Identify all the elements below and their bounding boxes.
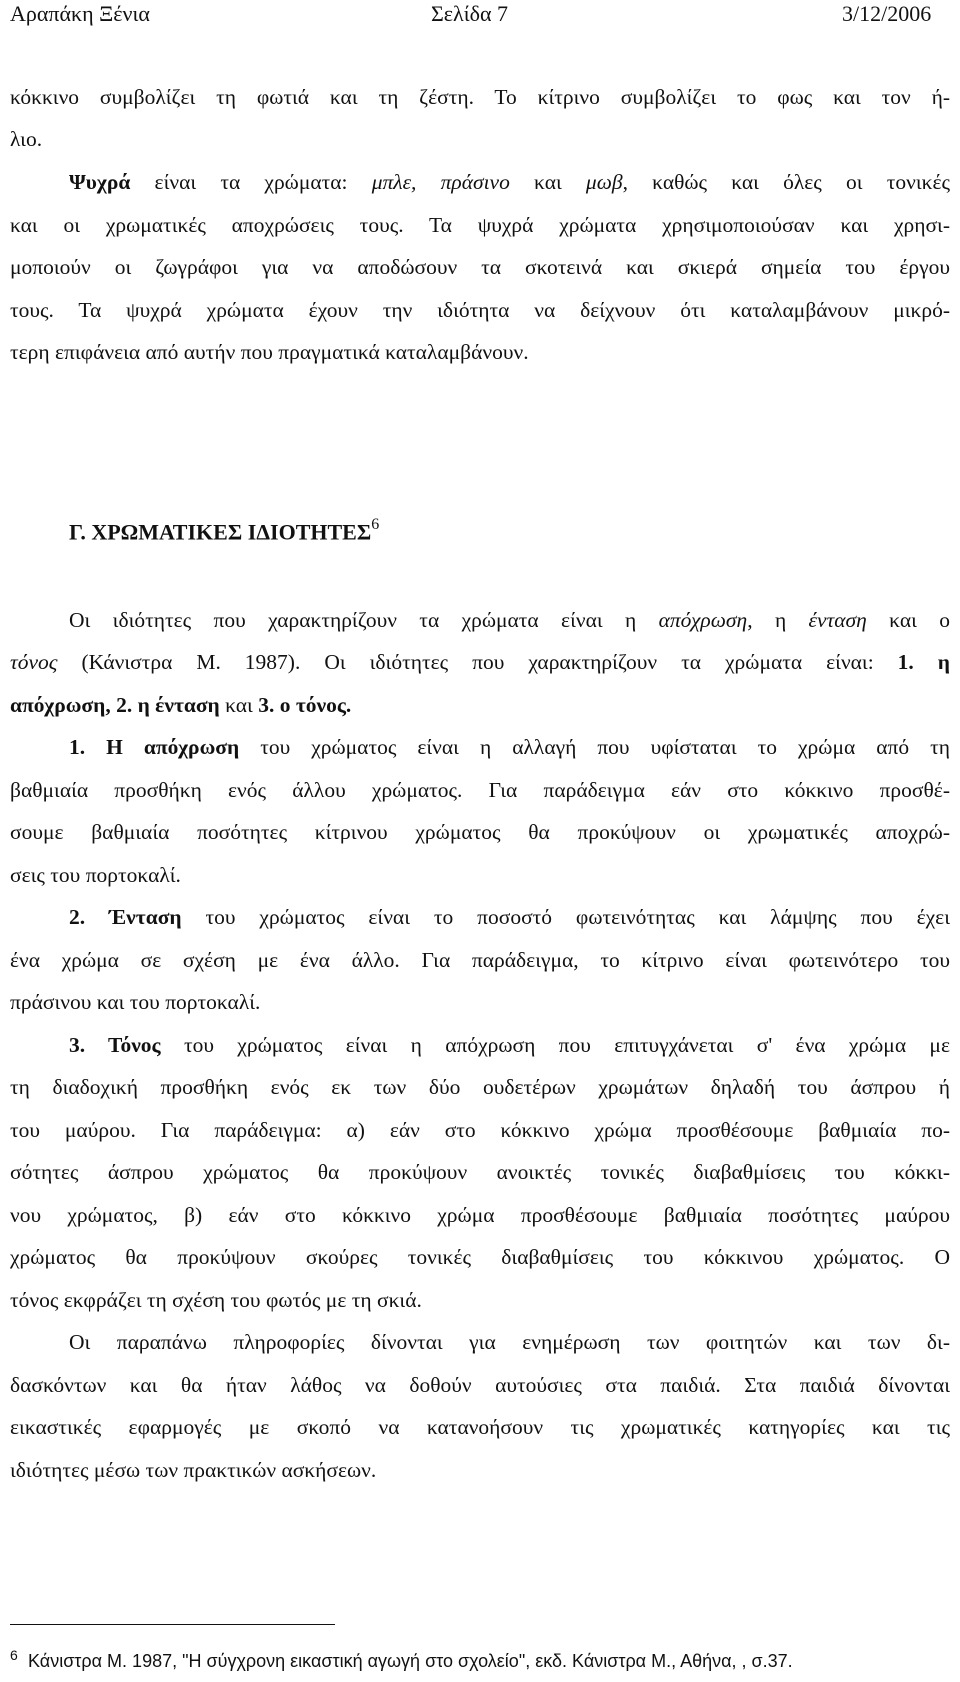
section-heading-text: Γ. ΧΡΩΜΑΤΙΚΕΣ ΙΔΙΟΤΗΤΕΣ — [69, 519, 372, 545]
footnote-separator — [10, 1624, 335, 1625]
header-author: Αραπάκη Ξένια — [10, 1, 150, 26]
p2-line-5: τερη επιφάνεια από αυτήν που πραγματικά καταλαμβάνουν. — [10, 340, 529, 364]
p5-text-1: του χρώματος είναι το ποσοστό φωτεινότητας και λάμψης που έχει — [181, 905, 950, 929]
p7-line-3: εικαστικές εφαρμογές με σκοπό να κατανοήσουν τις χρωματικές κατηγορίες και τις — [10, 1415, 950, 1439]
p4-line-1 — [69, 732, 950, 762]
p3-text-2: , η — [747, 608, 809, 632]
p6-line-7: τόνος εκφράζει τη σχέση του φωτός με τη σκιά. — [10, 1288, 422, 1312]
p7-line-1: Οι παραπάνω πληροφορίες δίνονται για ενημέρωση των φοιτητών και των δι- — [69, 1330, 950, 1354]
p3-text-4: (Κάνιστρα Μ. 1987). Οι ιδιότητες που χαρακτηρίζουν τα χρώματα είναι: — [57, 650, 898, 674]
header-page-number: Σελίδα 7 — [431, 1, 509, 26]
p2-color-2: μωβ — [585, 170, 623, 194]
term-tone-italic: τόνος — [10, 650, 58, 674]
tone-label: 3. Τόνος — [69, 1033, 161, 1057]
p3-bold-1: 1. η — [897, 650, 950, 674]
p2-line-4: τους. Τα ψυχρά χρώματα έχουν την ιδιότητα να δείχνουν ότι καταλαμβάνουν μικρό- — [10, 298, 950, 322]
p2-line-3: μοποιούν οι ζωγράφοι για να αποδώσουν τα σκοτεινά και σκιερά σημεία του έργου — [10, 255, 950, 279]
p4-line-3: σουμε βαθμιαία ποσότητες κίτρινου χρώματος θα προκύψουν οι χρωματικές αποχρώ- — [10, 820, 950, 844]
p6-line-6: χρώματος θα προκύψουν σκούρες τονικές διαβαθμίσεις του κόκκινου χρώματος. Ο — [10, 1245, 950, 1269]
footnote-text: Κάνιστρα Μ. 1987, "Η σύγχρονη εικαστική αγωγή στο σχολείο", εκδ. Κάνιστρα Μ., Αθήνα, , σ.37. — [28, 1651, 793, 1671]
section-heading — [69, 518, 379, 552]
p4-text-1: του χρώματος είναι η αλλαγή που υφίσταται το χρώμα από τη — [239, 735, 950, 759]
p2-text-2: και — [509, 170, 586, 194]
footnote — [10, 1647, 793, 1677]
p2-color-1: μπλε, πράσινο — [371, 170, 510, 194]
intensity-label: 2. Ένταση — [69, 905, 182, 929]
p2-text-3: , καθώς και όλες οι τονικές — [622, 170, 950, 194]
p5-line-1 — [69, 902, 950, 932]
term-intensity-italic: ένταση — [808, 608, 867, 632]
p3-text-1: Οι ιδιότητες που χαρακτηρίζουν τα χρώματα είναι η — [69, 608, 659, 632]
p3-bold-2: απόχρωση, 2. η ένταση — [10, 693, 220, 717]
heading-footnote-ref: 6 — [371, 516, 380, 533]
term-hue-italic: απόχρωση — [658, 608, 748, 632]
p7-line-2: δασκόντων και θα ήταν λάθος να δοθούν αυτούσιες στα παιδιά. Στα παιδιά δίνονται — [10, 1373, 950, 1397]
footnote-marker: 6 — [10, 1647, 18, 1663]
p6-line-2: τη διαδοχική προσθήκη ενός εκ των δύο ουδετέρων χρωμάτων δηλαδή του άσπρου ή — [10, 1075, 950, 1099]
p2-line-2: και οι χρωματικές αποχρώσεις τους. Τα ψυχρά χρώματα χρησιμοποιούσαν και χρησι- — [10, 213, 950, 237]
p7-line-4: ιδιότητες μέσω των πρακτικών ασκήσεων. — [10, 1458, 377, 1482]
p6-line-3: του μαύρου. Για παράδειγμα: α) εάν στο κόκκινο χρώμα προσθέσουμε βαθμιαία πο- — [10, 1118, 950, 1142]
p6-line-1 — [69, 1030, 950, 1060]
term-cold: Ψυχρά — [69, 170, 131, 194]
p3-bold-3: 3. ο τόνος. — [258, 693, 352, 717]
p3-line-2 — [10, 647, 950, 677]
p3-text-5: και — [219, 693, 259, 717]
p4-line-4: σεις του πορτοκαλί. — [10, 863, 181, 887]
p4-line-2: βαθμιαία προσθήκη ενός άλλου χρώματος. Για παράδειγμα εάν στο κόκκινο προσθέ- — [10, 778, 950, 802]
p3-text-3: και ο — [866, 608, 950, 632]
page-header — [0, 0, 960, 32]
p6-text-1: του χρώματος είναι η απόχρωση που επιτυγχάνεται σ' ένα χρώμα με — [160, 1033, 950, 1057]
p1-line-1: κόκκινο συμβολίζει τη φωτιά και τη ζέστη. Το κίτρινο συμβολίζει το φως και τον ή- — [10, 85, 950, 109]
header-date: 3/12/2006 — [842, 1, 932, 26]
p6-line-4: σότητες άσπρου χρώματος θα προκύψουν ανοικτές τονικές διαβαθμίσεις του κόκκι- — [10, 1160, 950, 1184]
p2-text-1: είναι τα χρώματα: — [130, 170, 372, 194]
p2-line-1 — [69, 167, 950, 197]
p3-line-1 — [69, 605, 950, 635]
p3-line-3 — [10, 690, 950, 720]
p5-line-3: πράσινου και του πορτοκαλί. — [10, 990, 261, 1014]
hue-label: 1. Η απόχρωση — [69, 735, 240, 759]
p5-line-2: ένα χρώμα σε σχέση με ένα άλλο. Για παράδειγμα, το κίτρινο είναι φωτεινότερο του — [10, 948, 950, 972]
p1-line-2: λιο. — [10, 127, 43, 151]
p6-line-5: νου χρώματος, β) εάν στο κόκκινο χρώμα προσθέσουμε βαθμιαία ποσότητες μαύρου — [10, 1203, 950, 1227]
